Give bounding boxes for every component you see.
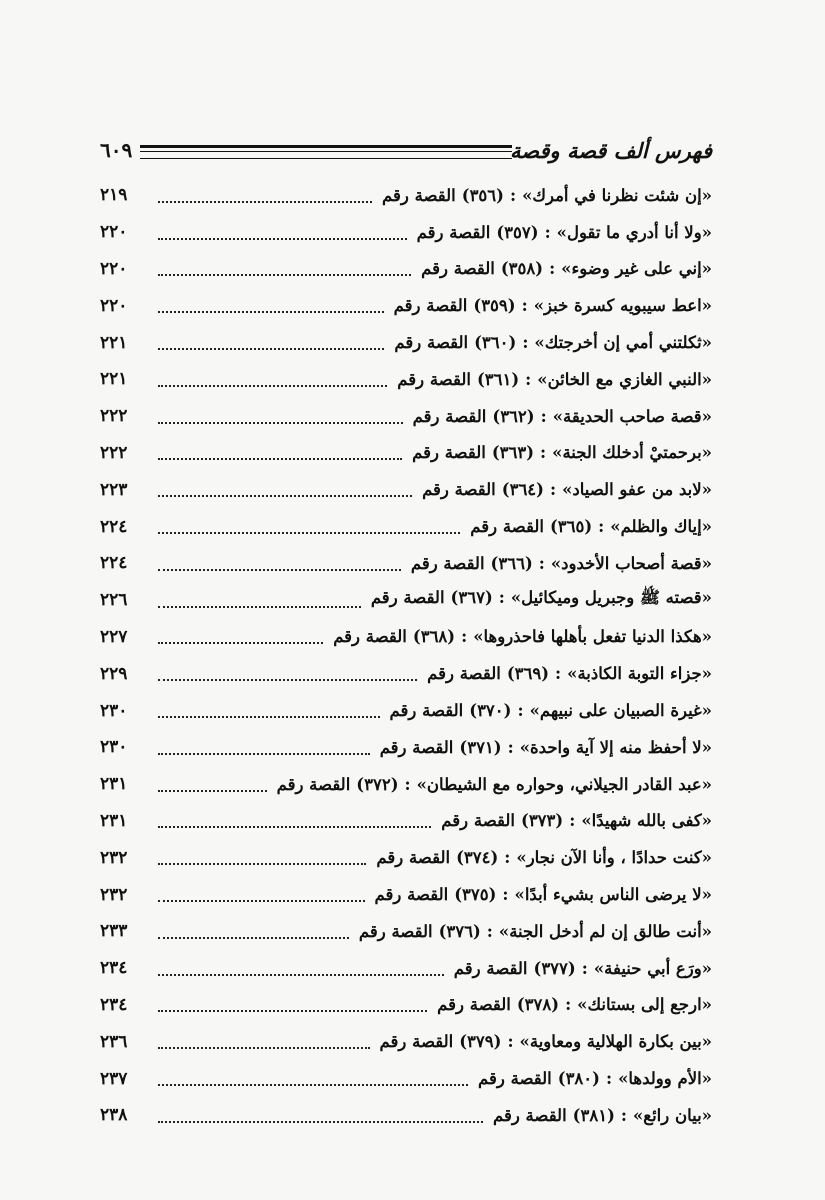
index-row [100,987,712,1024]
colon-separator: : [525,369,532,389]
index-entry [333,627,712,646]
story-label: القصة رقم [393,296,468,316]
story-label: القصة رقم [379,1032,454,1052]
story-label: القصة رقم [427,664,501,684]
story-page-number: ٢٣٨ [100,1105,128,1126]
colon-separator: : [486,921,493,941]
story-page-number: ٢٢٢ [100,406,128,427]
story-label: القصة رقم [410,553,485,573]
dot-leader [158,899,365,902]
story-number: (٣٦٩) [506,664,550,684]
index-list [100,177,712,1134]
colon-separator: : [517,701,524,721]
story-title: «إن شئت نظرنا في أمرك» [522,185,712,205]
story-title: «إياك والظلم» [610,517,712,537]
story-page-number: ٢١٩ [100,185,128,206]
dot-leader [158,825,431,828]
colon-separator: : [504,848,511,868]
story-page-number: ٢٢٤ [100,553,128,574]
dot-leader [158,789,267,792]
story-label: القصة رقم [376,848,451,868]
story-title: «ثكلتني أمي إن أخرجتك» [534,333,712,353]
story-number: (٣٦٢) [492,406,535,426]
index-row [100,398,712,435]
colon-separator: : [507,737,514,757]
colon-separator: : [581,958,588,978]
story-page-number: ٢٢٧ [100,626,128,647]
dot-leader [158,457,402,460]
story-title: «جزاء التوبة الكاذبة» [567,664,712,684]
index-row [100,803,712,840]
story-number: (٣٨١) [572,1105,615,1125]
story-title: «كفى بالله شهيدًا» [581,811,712,831]
story-label: القصة رقم [374,885,449,905]
colon-separator: : [522,333,529,353]
colon-separator: : [507,1032,514,1052]
colon-separator: : [540,443,547,463]
colon-separator: : [404,774,411,794]
index-row [100,435,712,472]
index-row [100,177,712,214]
page-number: ٦٠٩ [100,138,133,162]
index-row [100,251,712,288]
index-row [100,1097,712,1134]
index-entry [454,959,712,978]
index-row [100,839,712,876]
index-entry [493,1106,712,1125]
index-row [100,1023,712,1060]
index-entry [375,885,713,904]
story-title: «عبد القادر الجيلاني، وحواره مع الشيطان» [416,774,712,794]
dot-leader [158,1009,427,1012]
story-label: القصة رقم [453,958,528,978]
dot-leader [158,1046,370,1049]
story-number: (٣٦٦) [490,553,533,573]
story-label: القصة رقم [358,921,433,941]
story-number: (٣٧٢) [356,774,399,794]
story-page-number: ٢٣٠ [100,700,128,721]
index-row [100,655,712,692]
story-label: القصة رقم [370,588,445,608]
colon-separator: : [540,406,547,426]
story-page-number: ٢٢١ [100,332,128,353]
index-entry [412,443,712,462]
colon-separator: : [565,995,572,1015]
page-header [100,138,712,174]
dot-leader [158,200,372,203]
story-number: (٣٧٤) [456,848,499,868]
index-row [100,619,712,656]
dot-leader [158,237,407,240]
story-label: القصة رقم [412,406,487,426]
story-number: (٣٧٩) [459,1032,502,1052]
index-entry [411,554,712,573]
story-label: القصة رقم [416,222,491,242]
story-page-number: ٢٣١ [100,774,128,795]
index-entry [382,186,712,205]
index-entry [394,296,712,315]
index-entry [394,333,712,352]
colon-separator: : [521,296,528,316]
index-entry [390,701,712,720]
index-entry [441,811,712,830]
story-label: القصة رقم [441,811,515,831]
story-label: القصة رقم [389,701,464,721]
dot-leader [158,531,460,534]
colon-separator: : [598,517,605,537]
dot-leader [158,641,323,644]
index-row [100,729,712,766]
story-label: القصة رقم [379,737,454,757]
story-number: (٣٦٥) [549,517,593,537]
index-entry [397,370,712,389]
story-page-number: ٢٢٤ [100,516,128,537]
index-row [100,287,712,324]
index-entry [437,995,712,1014]
story-title: «لا يرضى الناس بشيء أبدًا» [514,885,712,905]
index-entry [359,922,712,941]
story-title: «ولا أنا أدري ما تقول» [556,222,712,242]
story-page-number: ٢٢٣ [100,479,128,500]
story-label: القصة رقم [478,1069,552,1089]
story-label: القصة رقم [382,185,456,205]
index-entry [277,775,712,794]
dot-leader [158,752,370,755]
colon-separator: : [502,885,509,905]
story-number: (٣٥٧) [496,222,539,242]
colon-separator: : [498,588,505,608]
index-row [100,876,712,913]
story-title: «اعط سيبويه كسرة خبز» [533,296,712,316]
story-page-number: ٢٢٢ [100,442,128,463]
index-row [100,692,712,729]
dot-leader [158,715,380,718]
dot-leader [158,273,411,276]
dot-leader [158,494,412,497]
dot-leader [158,1083,468,1086]
story-page-number: ٢٣٠ [100,737,128,758]
index-entry [422,480,712,499]
colon-separator: : [620,1105,627,1125]
story-number: (٣٧٧) [533,958,576,978]
index-entry [376,848,712,867]
dot-leader [158,421,403,424]
story-number: (٣٦٠) [474,333,517,353]
colon-separator: : [555,664,562,684]
story-page-number: ٢٣٦ [100,1031,128,1052]
story-page-number: ٢٣١ [100,810,128,831]
index-entry [478,1069,712,1088]
index-entry [417,223,712,242]
story-page-number: ٢٢٦ [100,590,128,611]
colon-separator: : [549,259,556,279]
dot-leader [158,1120,483,1123]
story-title: «قصته ﷺ وجبريل وميكائيل» [510,588,712,608]
story-number: (٣٥٨) [500,259,544,279]
story-title: «غيرة الصبيان على نبيهم» [529,701,712,721]
dot-leader [158,678,417,681]
dot-leader [158,973,444,976]
story-label: القصة رقم [470,517,544,537]
index-row [100,214,712,251]
index-row [100,324,712,361]
dot-leader [158,862,366,865]
story-title: «بين بكارة الهلالية ومعاوية» [519,1032,712,1052]
story-page-number: ٢٣٤ [100,994,128,1015]
story-number: (٣٧١) [459,737,502,757]
story-page-number: ٢٢٠ [100,295,128,316]
story-page-number: ٢٢٠ [100,258,128,279]
story-title: «بيان رائع» [632,1105,712,1125]
index-entry [413,407,712,426]
header-rule [140,145,512,159]
story-page-number: ٢٣٣ [100,921,128,942]
story-number: (٣٥٩) [473,296,516,316]
story-title: «هكذا الدنيا تفعل بأهلها فاحذروها» [473,627,712,647]
dot-leader [158,347,384,350]
colon-separator: : [569,811,576,831]
story-label: القصة رقم [333,627,407,647]
story-page-number: ٢٢٩ [100,663,128,684]
colon-separator: : [544,222,551,242]
colon-separator: : [538,553,545,573]
story-title: «قصة صاحب الحديقة» [552,406,712,426]
story-page-number: ٢٣٢ [100,884,128,905]
story-label: القصة رقم [421,259,495,279]
index-entry [380,1032,712,1051]
index-entry [421,259,712,278]
story-number: (٣٦٣) [491,443,535,463]
story-label: القصة رقم [437,995,511,1015]
story-number: (٣٧٠) [469,701,512,721]
dot-leader [158,605,361,608]
story-title: «قصة أصحاب الأخدود» [550,553,712,573]
story-title: «النبي الغازي مع الخائن» [537,369,712,389]
dot-leader [158,936,349,939]
index-entry [380,738,712,757]
story-number: (٣٧٣) [521,811,564,831]
story-number: (٣٦٤) [501,480,544,500]
story-number: (٣٧٦) [438,921,481,941]
story-label: القصة رقم [397,369,471,389]
story-title: «أنت طالق إن لم أدخل الجنة» [498,921,712,941]
story-label: القصة رقم [394,333,469,353]
index-row [100,545,712,582]
index-row [100,950,712,987]
story-title: «كنت حدادًا ، وأنا الآن نجار» [516,848,712,868]
story-page-number: ٢٣٢ [100,847,128,868]
index-entry [470,517,712,536]
story-title: «ارجع إلى بستانك» [577,995,712,1015]
story-number: (٣٥٦) [461,185,504,205]
story-title: «إني على غير وضوء» [561,259,712,279]
story-number: (٣٨٠) [557,1069,600,1089]
story-label: القصة رقم [276,774,351,794]
story-title: «لا أحفظ منه إلا آية واحدة» [519,737,712,757]
index-entry [427,664,712,683]
story-title: «برحمتيْ أدخلك الجنة» [552,443,712,463]
story-number: (٣٧٥) [454,885,497,905]
index-row [100,913,712,950]
story-page-number: ٢٣٧ [100,1068,128,1089]
dot-leader [158,384,387,387]
colon-separator: : [605,1069,613,1089]
index-row [100,582,712,619]
story-number: (٣٦٧) [450,588,493,608]
story-label: القصة رقم [422,480,496,500]
story-page-number: ٢٢١ [100,369,128,390]
colon-separator: : [549,480,557,500]
story-label: القصة رقم [492,1105,567,1125]
index-row [100,508,712,545]
dot-leader [158,568,401,571]
story-number: (٣٦٨) [412,627,456,647]
colon-separator: : [509,185,517,205]
story-title: «لابد من عفو الصياد» [562,480,712,500]
story-page-number: ٢٣٤ [100,958,128,979]
dot-leader [158,310,384,313]
index-row [100,1060,712,1097]
story-title: «ورَع أبي حنيفة» [593,958,712,978]
story-number: (٣٧٨) [516,995,560,1015]
running-title: فهرس ألف قصة وقصة [509,138,712,163]
story-number: (٣٦١) [476,369,520,389]
story-title: «الأم وولدها» [618,1069,712,1089]
index-entry [371,588,712,612]
index-row [100,766,712,803]
story-label: القصة رقم [412,443,486,463]
index-row [100,361,712,398]
index-row [100,471,712,508]
colon-separator: : [461,627,468,647]
story-page-number: ٢٢٠ [100,222,128,243]
